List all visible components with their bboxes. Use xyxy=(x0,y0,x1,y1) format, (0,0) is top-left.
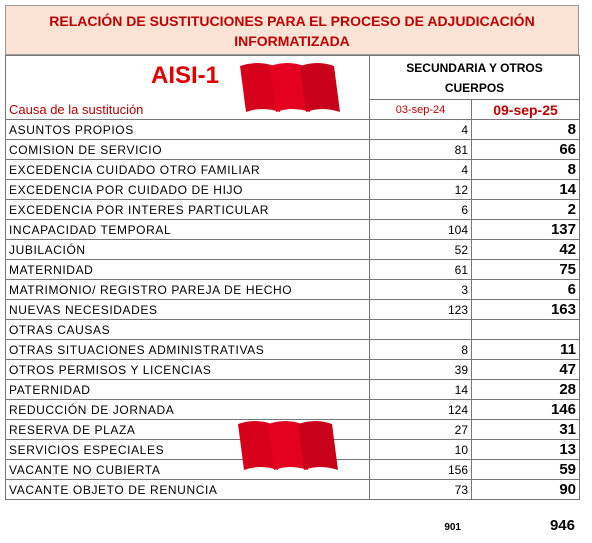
total-2025: 946 xyxy=(549,517,575,534)
table-row xyxy=(6,300,580,320)
cause-cell: PATERNIDAD xyxy=(6,380,370,400)
cause-cell: OTRAS CAUSAS xyxy=(6,320,370,340)
value-2024-cell: 27 xyxy=(370,420,472,440)
value-2024-cell: 4 xyxy=(370,160,472,180)
value-2024-cell: 124 xyxy=(370,400,472,420)
value-2025-cell: 2 xyxy=(472,200,580,220)
value-2024-cell: 61 xyxy=(370,260,472,280)
value-2024-cell xyxy=(370,320,472,340)
cause-cell: EXCEDENCIA POR INTERES PARTICULAR xyxy=(6,200,370,220)
red-flags-logo-bottom xyxy=(236,418,340,474)
table-row xyxy=(6,360,580,380)
table-row xyxy=(6,260,580,280)
red-flags-logo-top xyxy=(236,60,348,116)
value-2025-cell: 28 xyxy=(472,380,580,400)
cause-cell: EXCEDENCIA CUIDADO OTRO FAMILIAR xyxy=(6,160,370,180)
table-row xyxy=(6,220,580,240)
value-2025-cell: 163 xyxy=(472,300,580,320)
table-row xyxy=(6,120,580,140)
cause-cell: EXCEDENCIA POR CUIDADO DE HIJO xyxy=(6,180,370,200)
table-row xyxy=(6,180,580,200)
value-2024-cell: 6 xyxy=(370,200,472,220)
value-2025-cell: 66 xyxy=(472,140,580,160)
value-2024-cell: 73 xyxy=(370,480,472,500)
cause-cell: RESERVA DE PLAZA xyxy=(6,420,370,440)
cause-cell: INCAPACIDAD TEMPORAL xyxy=(6,220,370,240)
cause-cell: MATRIMONIO/ REGISTRO PAREJA DE HECHO xyxy=(6,280,370,300)
value-2025-cell: 13 xyxy=(472,440,580,460)
value-2024-cell: 52 xyxy=(370,240,472,260)
value-2024-cell: 14 xyxy=(370,380,472,400)
value-2024-cell: 123 xyxy=(370,300,472,320)
document-title xyxy=(5,5,579,55)
value-2025-cell xyxy=(472,320,580,340)
value-2024-cell: 3 xyxy=(370,280,472,300)
cause-cell: VACANTE OBJETO DE RENUNCIA xyxy=(6,480,370,500)
value-2025-cell: 6 xyxy=(472,280,580,300)
value-2025-cell: 8 xyxy=(472,160,580,180)
group-header-line-2: CUERPOS xyxy=(444,80,505,95)
total-2024: 901 xyxy=(444,522,461,533)
table-row xyxy=(6,400,580,420)
cause-cell: MATERNIDAD xyxy=(6,260,370,280)
group-header xyxy=(370,56,580,100)
cause-cell: OTRAS SITUACIONES ADMINISTRATIVAS xyxy=(6,340,370,360)
value-2025-cell: 47 xyxy=(472,360,580,380)
value-2024-cell: 81 xyxy=(370,140,472,160)
value-2025-cell: 8 xyxy=(472,120,580,140)
table-row xyxy=(6,380,580,400)
group-header-line-1: SECUNDARIA Y OTROS xyxy=(406,60,543,75)
value-2024-cell: 156 xyxy=(370,460,472,480)
table-row xyxy=(6,140,580,160)
table-row xyxy=(6,320,580,340)
value-2025-cell: 146 xyxy=(472,400,580,420)
value-2025-cell: 75 xyxy=(472,260,580,280)
value-2024-cell: 12 xyxy=(370,180,472,200)
table-row xyxy=(6,340,580,360)
logo-text: AISI-1 xyxy=(151,62,220,89)
value-2024-cell: 4 xyxy=(370,120,472,140)
table-row xyxy=(6,160,580,180)
value-2024-cell: 104 xyxy=(370,220,472,240)
value-2025-cell: 42 xyxy=(472,240,580,260)
table-row xyxy=(6,240,580,260)
table-row xyxy=(6,480,580,500)
cause-cell: ASUNTOS PROPIOS xyxy=(6,120,370,140)
value-2025-cell: 137 xyxy=(472,220,580,240)
value-2024-cell: 10 xyxy=(370,440,472,460)
value-2025-cell: 31 xyxy=(472,420,580,440)
value-2025-cell: 14 xyxy=(472,180,580,200)
value-2024-cell: 8 xyxy=(370,340,472,360)
cause-cell: SERVICIOS ESPECIALES xyxy=(6,440,370,460)
date-2024-header: 03-sep-24 xyxy=(370,100,472,120)
cause-column-header: Causa de la sustitución xyxy=(9,102,144,117)
cause-cell: JUBILACIÓN xyxy=(6,240,370,260)
cause-cell: COMISION DE SERVICIO xyxy=(6,140,370,160)
table-row xyxy=(6,200,580,220)
title-line-1: RELACIÓN DE SUSTITUCIONES PARA EL PROCESO DE ADJUDICACIÓN xyxy=(49,13,535,29)
value-2025-cell: 11 xyxy=(472,340,580,360)
title-line-2: INFORMATIZADA xyxy=(234,33,350,49)
cause-cell: VACANTE NO CUBIERTA xyxy=(6,460,370,480)
cause-cell: REDUCCIÓN DE JORNADA xyxy=(6,400,370,420)
cause-cell: OTROS PERMISOS Y LICENCIAS xyxy=(6,360,370,380)
table-row xyxy=(6,280,580,300)
date-2025-header: 09-sep-25 xyxy=(472,100,580,120)
value-2025-cell: 59 xyxy=(472,460,580,480)
value-2024-cell: 39 xyxy=(370,360,472,380)
value-2025-cell: 90 xyxy=(472,480,580,500)
cause-cell: NUEVAS NECESIDADES xyxy=(6,300,370,320)
